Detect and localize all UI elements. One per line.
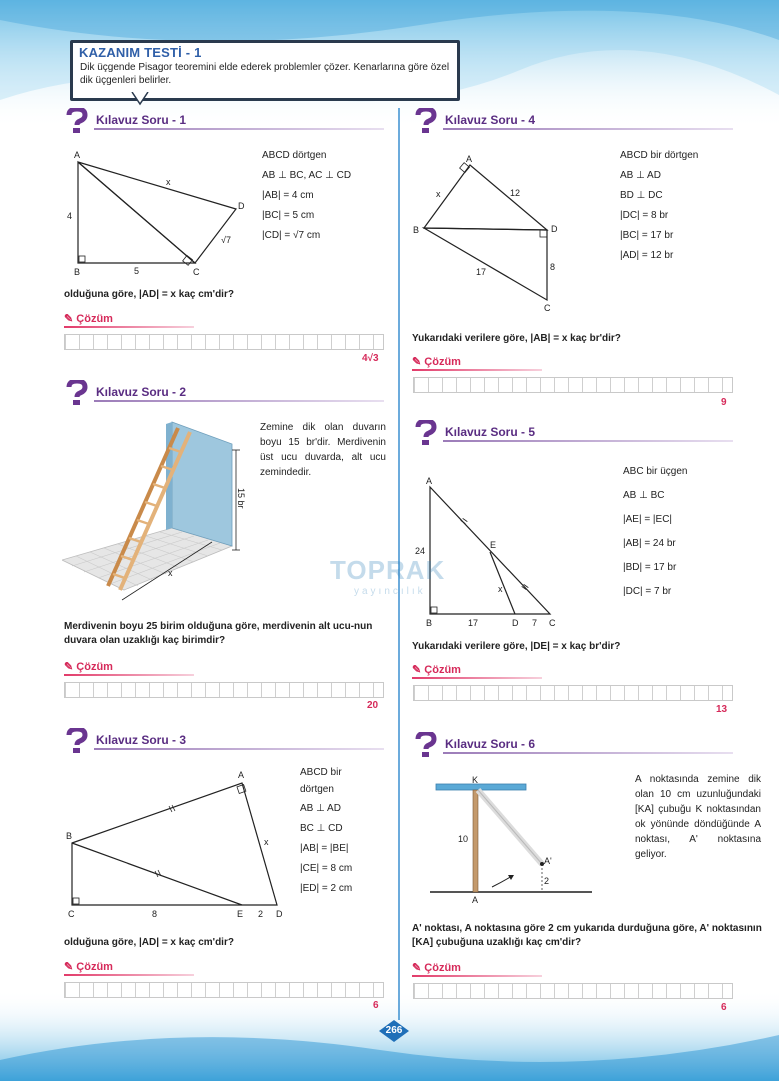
label-b: B: [413, 225, 420, 235]
title-underline: [94, 400, 384, 402]
title-underline: [94, 748, 384, 750]
question-mark-icon: [64, 108, 92, 134]
given-line: |CD| = √7 cm: [262, 230, 321, 241]
question-2-description: Zemine dik olan duvarın boyu 15 br'dir. Merdivenin üst ucu duvarda, alt ucu zemindedir.: [260, 422, 386, 478]
solution-label: [412, 355, 461, 368]
solution-text: Çözüm: [76, 313, 113, 325]
label-a-prime: A': [544, 856, 552, 866]
solution-label: [64, 312, 113, 325]
title-underline: [443, 752, 733, 754]
given-line: |DC| = 8 br: [620, 210, 669, 221]
header-title: KAZANIM TESTİ - 1: [79, 45, 202, 60]
question-2-figure: [62, 418, 252, 608]
solution-underline: [64, 326, 194, 328]
pencil-icon: ✎: [412, 664, 422, 676]
question-3-title: Kılavuz Soru - 3: [96, 733, 187, 747]
label-x: x: [168, 568, 173, 578]
given-line: AB ⊥ BC, AC ⊥ CD: [262, 170, 352, 181]
given-line: BD ⊥ DC: [620, 190, 663, 201]
label-c: C: [193, 267, 200, 277]
given-line: |CE| = 8 cm: [300, 863, 353, 874]
question-2-header: [64, 380, 384, 406]
question-4-text: Yukarıdaki verilere göre, |AB| = x kaç br'dir?: [412, 333, 621, 344]
label-d: D: [551, 224, 558, 234]
question-4-figure: [410, 150, 570, 315]
label-bc: 17: [476, 267, 487, 277]
solution-text: Çözüm: [424, 356, 461, 368]
question-5-figure: [410, 472, 570, 632]
given-line: BC ⊥ CD: [300, 823, 343, 834]
question-4-answer: 9: [721, 397, 727, 408]
label-a: A: [426, 476, 433, 486]
given-line: AB ⊥ AD: [620, 170, 661, 181]
header-description: Dik üçgende Pisagor teoremini elde ederek problemler çözer. Kenarlarına göre özel dik üçgenleri belirler.: [80, 62, 450, 86]
solution-underline: [412, 975, 542, 977]
answer-grid[interactable]: [64, 982, 384, 998]
solution-label: [64, 660, 113, 673]
question-1-figure: [62, 145, 252, 280]
solution-underline: [64, 674, 194, 676]
given-line: dörtgen: [300, 784, 334, 795]
question-5-answer: 13: [716, 704, 728, 715]
given-line: ABCD dörtgen: [262, 150, 327, 161]
question-6-title: Kılavuz Soru - 6: [445, 737, 536, 751]
given-line: AB ⊥ AD: [300, 803, 341, 814]
header-pointer: [130, 92, 150, 106]
question-4-title: Kılavuz Soru - 4: [445, 113, 536, 127]
answer-grid[interactable]: [64, 682, 384, 698]
label-b: B: [66, 831, 73, 841]
height-label: 15 br: [236, 488, 246, 509]
answer-grid[interactable]: [64, 334, 384, 350]
question-5-text: Yukarıdaki verilere göre, |DE| = x kaç br'dir?: [412, 641, 621, 652]
label-c: C: [68, 909, 75, 919]
label-e: E: [237, 909, 244, 919]
question-6-description: A noktasında zemine dik olan 10 cm uzunluğundaki [KA] çubuğu K noktasından ok yönünde döndüğünde A noktası, A' noktasına geliyor.: [635, 774, 761, 860]
label-d: D: [238, 201, 245, 211]
given-line: |BC| = 5 cm: [262, 210, 315, 221]
question-4-header: [413, 108, 733, 134]
question-6-answer: 6: [721, 1002, 727, 1013]
question-mark-icon: [413, 420, 441, 446]
label-dc: 7: [532, 618, 538, 628]
question-6-text: A' noktası, A noktasına göre 2 cm yukarıda durduğuna göre, A' noktasının [KA] çubuğuna uzaklığı kaç cm'dir?: [412, 923, 762, 948]
label-ce: 8: [152, 909, 158, 919]
given-line: AB ⊥ BC: [623, 490, 665, 501]
question-5-header: [413, 420, 733, 446]
label-ab: 4: [67, 211, 73, 221]
question-mark-icon: [64, 728, 92, 754]
question-mark-icon: [64, 380, 92, 406]
question-2-text: Merdivenin boyu 25 birim olduğuna göre, merdivenin alt ucu-nun duvara olan uzaklığı kaç birimdir?: [64, 621, 373, 646]
pencil-icon: ✎: [64, 313, 74, 325]
question-5-title: Kılavuz Soru - 5: [445, 425, 536, 439]
question-6-header: [413, 732, 733, 758]
given-line: |AD| = 12 br: [620, 250, 674, 261]
label-ad: 12: [510, 188, 521, 198]
question-6-figure: [430, 772, 600, 907]
question-3-header: [64, 728, 384, 754]
given-line: |AB| = 4 cm: [262, 190, 314, 201]
label-ed: 2: [258, 909, 264, 919]
title-underline: [94, 128, 384, 130]
solution-text: Çözüm: [424, 962, 461, 974]
given-line: |AB| = 24 br: [623, 538, 676, 549]
question-mark-icon: [413, 108, 441, 134]
question-3-answer: 6: [373, 1000, 379, 1011]
pencil-icon: ✎: [64, 661, 74, 673]
pencil-icon: ✎: [412, 962, 422, 974]
given-line: ABCD bir: [300, 767, 342, 778]
question-2-answer: 20: [367, 700, 379, 711]
answer-grid[interactable]: [413, 685, 733, 701]
given-line: |AB| = |BE|: [300, 843, 349, 854]
label-x: x: [498, 584, 503, 594]
question-3-text: olduğuna göre, |AD| = x kaç cm'dir?: [64, 937, 234, 948]
label-x: x: [166, 177, 171, 187]
question-1-header: [64, 108, 384, 134]
given-line: |BD| = 17 br: [623, 562, 677, 573]
label-b: B: [426, 618, 433, 628]
label-d: D: [276, 909, 283, 919]
solution-text: Çözüm: [76, 661, 113, 673]
label-bd: 17: [468, 618, 479, 628]
label-dc: 8: [550, 262, 556, 272]
solution-underline: [412, 677, 542, 679]
question-1-text: olduğuna göre, |AD| = x kaç cm'dir?: [64, 289, 234, 300]
title-underline: [443, 440, 733, 442]
header-box: [70, 40, 460, 101]
label-c: C: [549, 618, 556, 628]
solution-underline: [64, 974, 194, 976]
label-a: A: [238, 770, 245, 780]
title-underline: [443, 128, 733, 130]
watermark-brand: TOPRAK: [330, 555, 446, 585]
answer-grid[interactable]: [413, 983, 733, 999]
label-up: 2: [544, 876, 550, 886]
answer-grid[interactable]: [413, 377, 733, 393]
label-e: E: [490, 540, 497, 550]
question-1-title: Kılavuz Soru - 1: [96, 113, 187, 127]
given-line: ABCD bir dörtgen: [620, 150, 699, 161]
watermark-subtitle: yayıncılık: [354, 586, 426, 597]
question-mark-icon: [413, 732, 441, 758]
page-number: 266: [385, 1025, 403, 1036]
solution-text: Çözüm: [76, 961, 113, 973]
question-4-given: [620, 146, 750, 266]
label-k: K: [472, 775, 479, 785]
question-3-given: [300, 765, 390, 899]
solution-label: [64, 960, 113, 973]
label-x: x: [436, 189, 441, 199]
solution-text: Çözüm: [424, 664, 461, 676]
question-2-title: Kılavuz Soru - 2: [96, 385, 187, 399]
label-x: x: [264, 837, 269, 847]
question-1-given: [262, 146, 392, 246]
label-ab: 24: [415, 546, 426, 556]
publisher-watermark: [330, 555, 445, 597]
label-length: 10: [458, 834, 469, 844]
pencil-icon: ✎: [64, 961, 74, 973]
given-line: |BC| = 17 br: [620, 230, 674, 241]
question-3-figure: [62, 765, 297, 925]
solution-label: [412, 961, 461, 974]
pencil-icon: ✎: [412, 356, 422, 368]
given-line: ABC bir üçgen: [623, 466, 688, 477]
page-number-badge: [379, 1020, 409, 1042]
solution-underline: [412, 369, 542, 371]
label-bc: 5: [134, 266, 140, 276]
given-line: |ED| = 2 cm: [300, 883, 353, 894]
label-cd: √7: [221, 235, 231, 245]
label-a: A: [466, 154, 473, 164]
label-c: C: [544, 303, 551, 313]
question-1-answer: 4√3: [362, 353, 379, 364]
label-b: B: [74, 267, 81, 277]
question-5-given: [623, 460, 753, 604]
label-d: D: [512, 618, 519, 628]
label-a: A: [472, 895, 479, 905]
solution-label: [412, 663, 461, 676]
given-line: |DC| = 7 br: [623, 586, 672, 597]
label-a: A: [74, 150, 81, 160]
given-line: |AE| = |EC|: [623, 514, 673, 525]
